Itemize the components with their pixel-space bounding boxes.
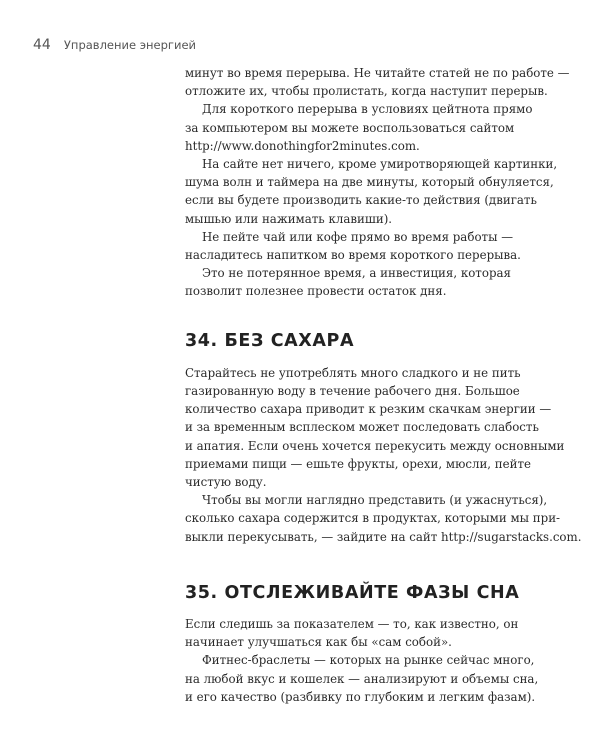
- text-line: выкли перекусывать, — зайдите на сайт http://sugarstacks.com.: [185, 529, 582, 544]
- text-line: Для короткого перерыва в условиях цейтнота прямо: [202, 102, 533, 117]
- section-heading-35: 35. ОТСЛЕЖИВАЙТЕ ФАЗЫ СНА: [185, 582, 520, 603]
- page-number: 44: [33, 37, 51, 53]
- text-line: На сайте нет ничего, кроме умиротворяющей картинки,: [202, 157, 558, 172]
- text-line: приемами пищи — ешьте фрукты, орехи, мюсли, пейте: [185, 456, 532, 471]
- text-line: количество сахара приводит к резким скачкам энергии —: [185, 402, 552, 417]
- text-line: Фитнес-браслеты — которых на рынке сейчас много,: [202, 653, 535, 668]
- text-line: Чтобы вы могли наглядно представить (и ужаснуться),: [202, 493, 548, 508]
- text-line: мышью или нажимать клавиши).: [185, 211, 393, 226]
- text-line: сколько сахара содержится в продуктах, которыми мы при-: [185, 511, 561, 526]
- text-line: минут во время перерыва. Не читайте статей не по работе —: [185, 66, 570, 80]
- text-line: Если следишь за показателем — то, как известно, он: [185, 617, 519, 632]
- section-34-text: [185, 364, 582, 546]
- text-line: и за временным всплеском может последовать слабость: [185, 420, 539, 435]
- text-line: Не пейте чай или кофе прямо во время работы —: [202, 229, 514, 244]
- page-body: [185, 64, 582, 706]
- text-line: если вы будете производить какие-то действия (двигать: [185, 193, 537, 208]
- url-line: http://www.donothingfor2minutes.com.: [185, 138, 420, 153]
- running-header: [33, 34, 196, 53]
- text-line: газированную воду в течение рабочего дня. Большое: [185, 384, 520, 399]
- text-line: и апатия. Если очень хочется перекусить между основными: [185, 438, 565, 453]
- text-line: и его качество (разбивку по глубоким и легким фазам).: [185, 689, 536, 704]
- text-line: Старайтесь не употреблять много сладкого и не пить: [185, 365, 521, 380]
- intro-text: [185, 64, 570, 301]
- text-line: насладитесь напитком во время короткого перерыва.: [185, 248, 521, 263]
- text-line: чистую воду.: [185, 475, 267, 490]
- text-line: шума волн и таймера на две минуты, который обнуляется,: [185, 175, 554, 190]
- text-line: за компьютером вы можете воспользоваться сайтом: [185, 120, 515, 135]
- section-35-text: [185, 615, 547, 706]
- section-heading-34: 34. БЕЗ САХАРА: [185, 330, 355, 351]
- running-title: Управление энергией: [63, 38, 196, 52]
- text-line: на любой вкус и кошелек — анализируют и объемы сна,: [185, 671, 539, 686]
- text-line: отложите их, чтобы пролистать, когда наступит перерыв.: [185, 84, 548, 99]
- text-line: начинает улучшаться как бы «сам собой».: [185, 635, 452, 650]
- text-line: позволит полезнее провести остаток дня.: [185, 284, 447, 299]
- text-line: Это не потерянное время, а инвестиция, которая: [202, 266, 511, 281]
